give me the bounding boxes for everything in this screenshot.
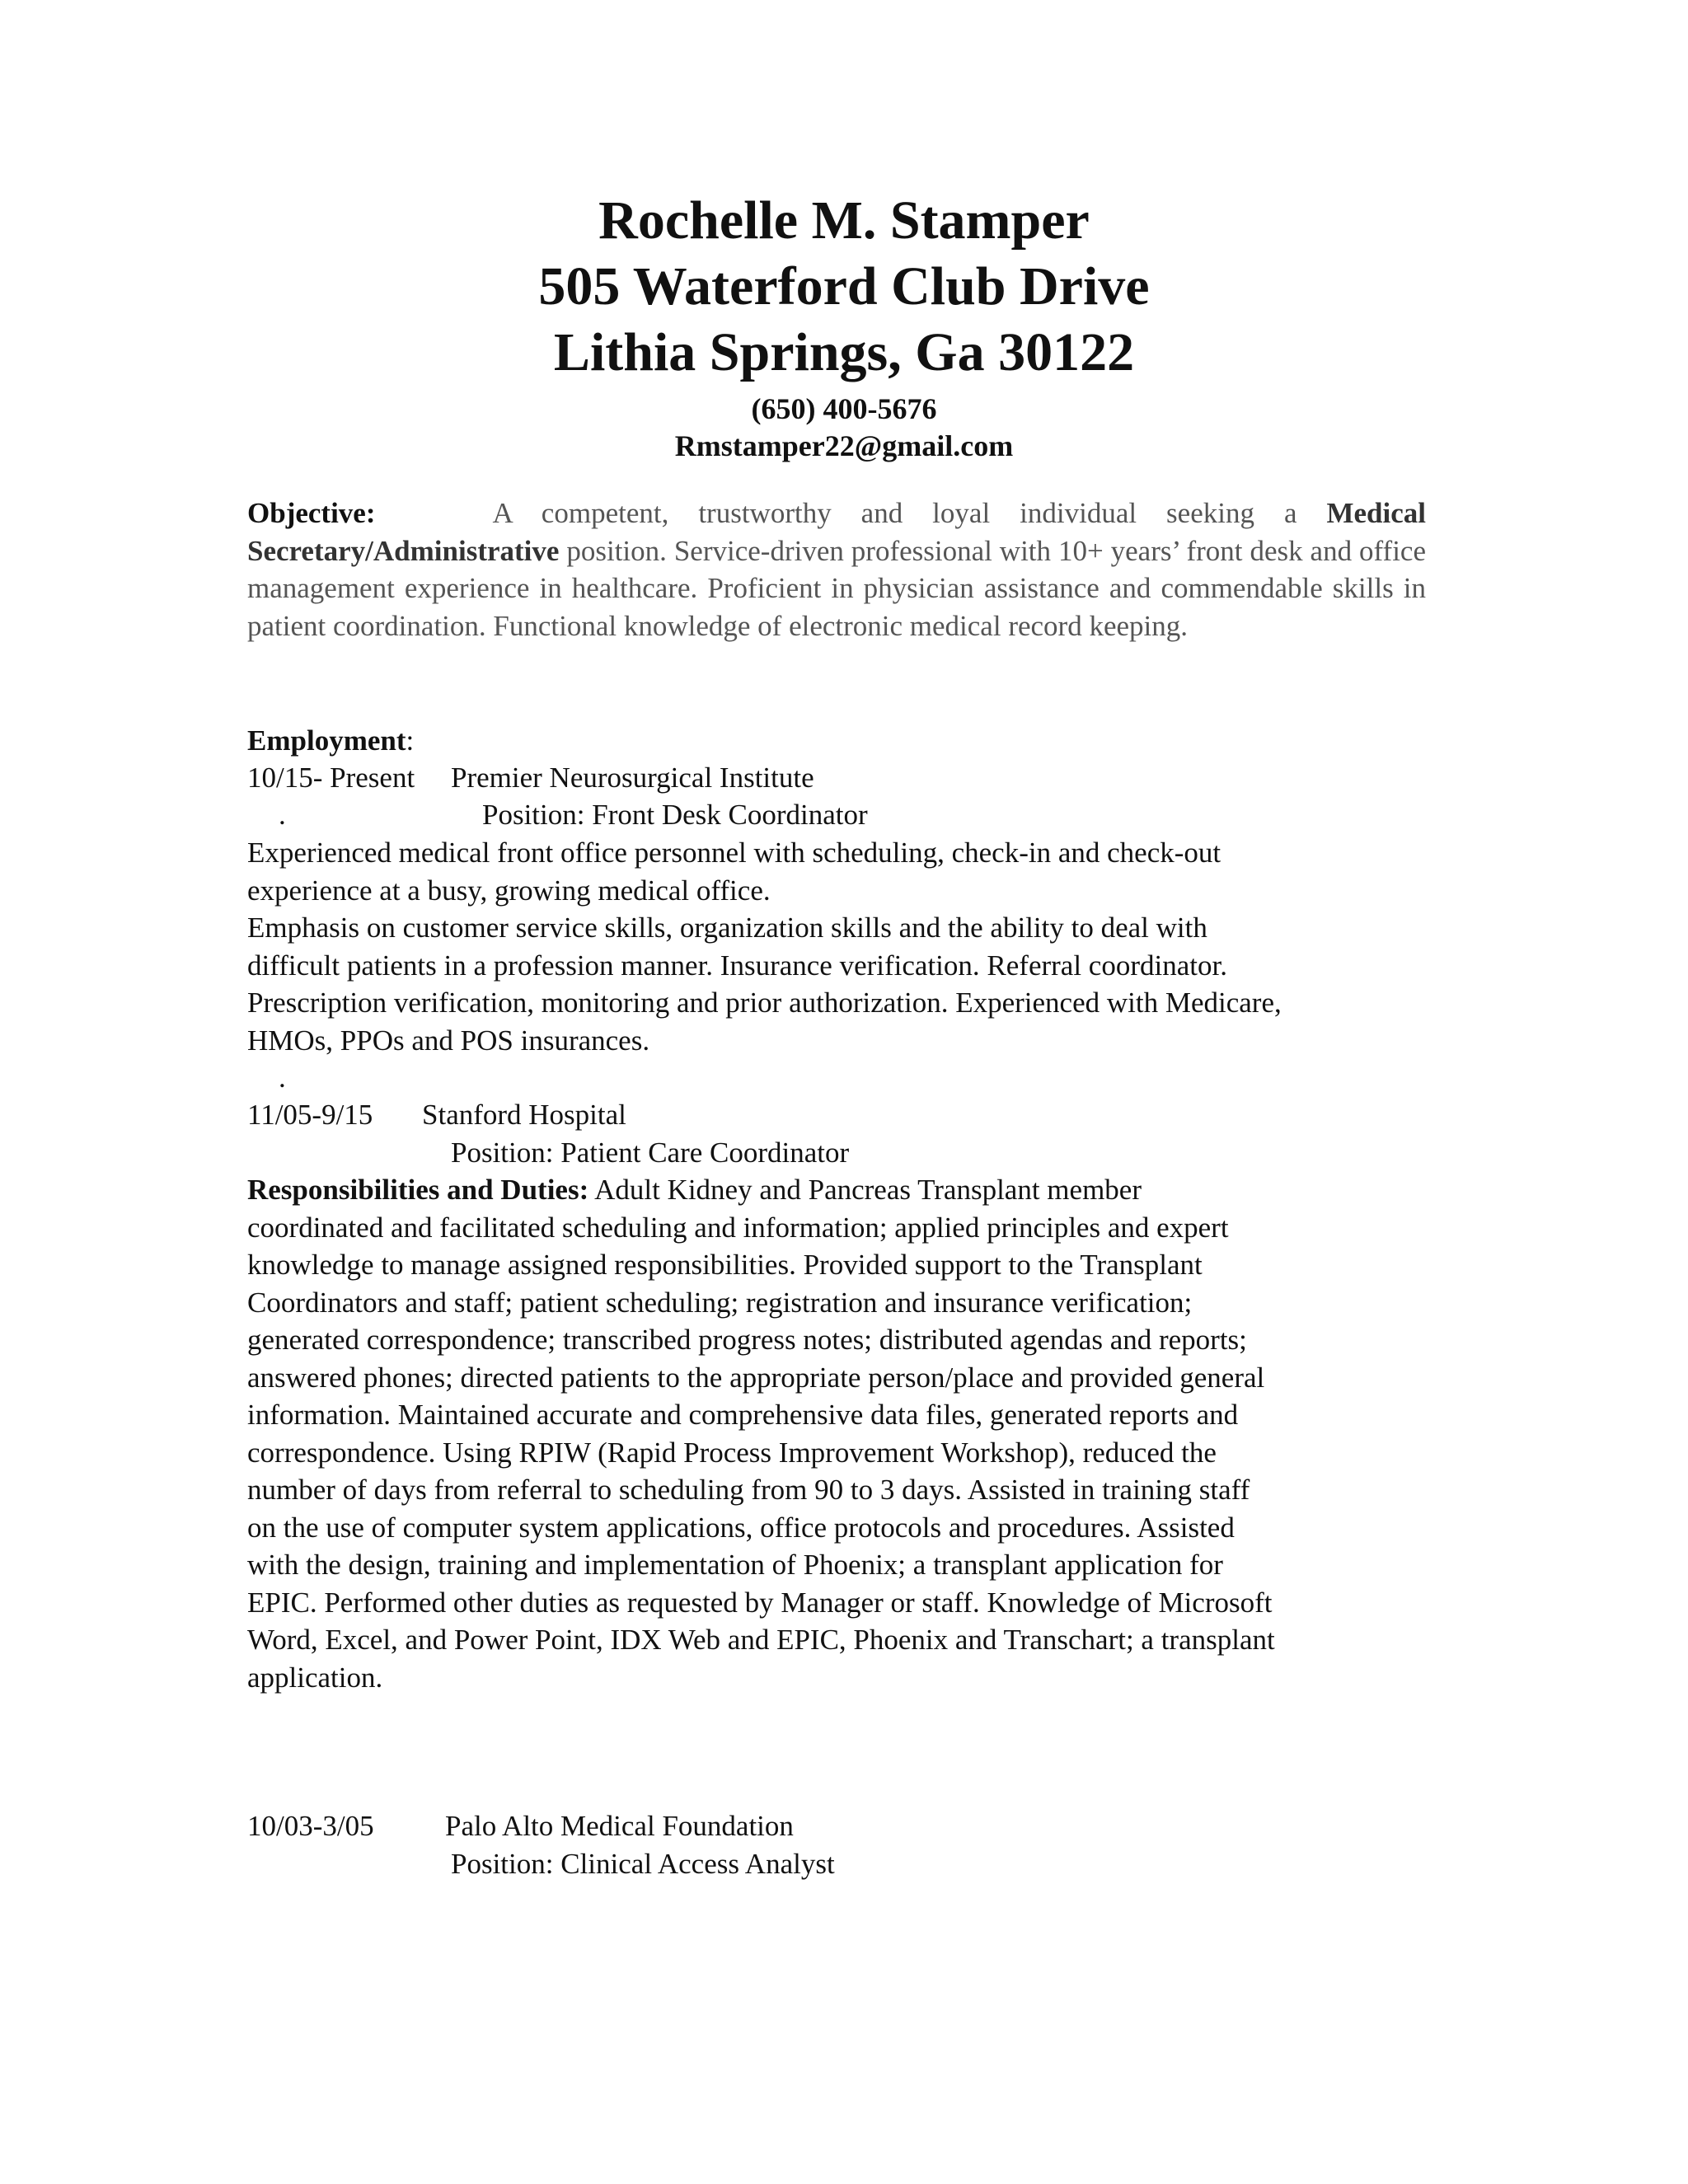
- city-state-zip: Lithia Springs, Ga 30122: [553, 322, 1135, 382]
- job-marker: .: [279, 799, 286, 831]
- description-line: Word, Excel, and Power Point, IDX Web and EPIC, Phoenix and Transchart; a transplant: [247, 1624, 1275, 1656]
- job-dates: 11/05-9/15: [247, 1099, 373, 1131]
- description-line: [247, 1171, 1426, 1209]
- job-employer: Premier Neurosurgical Institute: [451, 762, 814, 794]
- job-employer: Stanford Hospital: [422, 1099, 626, 1131]
- description-line: number of days from referral to scheduling from 90 to 3 days. Assisted in training staff: [247, 1474, 1250, 1506]
- job-position: Position: Patient Care Coordinator: [451, 1137, 850, 1169]
- job-dates: 10/15- Present: [247, 762, 415, 794]
- email-address: Rmstamper22@gmail.com: [674, 429, 1014, 462]
- job-description: [247, 1171, 1426, 1696]
- phone-number: (650) 400-5676: [751, 392, 937, 425]
- description-line: application.: [247, 1661, 383, 1694]
- street-address: 505 Waterford Club Drive: [538, 256, 1150, 316]
- job-position: Position: Front Desk Coordinator: [482, 799, 868, 831]
- employment-heading: [247, 722, 414, 760]
- duties-label: Responsibilities and Duties:: [247, 1174, 589, 1206]
- employment-colon: :: [406, 724, 415, 757]
- duties-first-line: Adult Kidney and Pancreas Transplant member: [594, 1174, 1142, 1206]
- description-line: coordinated and facilitated scheduling and information; applied principles and expert: [247, 1211, 1229, 1244]
- job-description: [247, 834, 1426, 1059]
- description-line: experience at a busy, growing medical office.: [247, 874, 771, 907]
- description-line: with the design, training and implementation of Phoenix; a transplant application for: [247, 1549, 1223, 1581]
- job-dates: 10/03-3/05: [247, 1810, 374, 1842]
- job-employer: Palo Alto Medical Foundation: [445, 1810, 794, 1842]
- objective-text-body: position. Service-driven professional with 10+ years’ front desk and office management experience in healthcare. Proficient in physician assistance and commendable skills in patient coordination. Functional knowledge of electronic medical record keeping.: [247, 534, 1426, 642]
- objective-role: Medical Secretary/Administrative: [247, 497, 1427, 567]
- job-trailing-marker: .: [279, 1062, 286, 1094]
- description-line: HMOs, PPOs and POS insurances.: [247, 1024, 650, 1057]
- objective-section: [247, 494, 1426, 644]
- job-position: Position: Clinical Access Analyst: [451, 1848, 835, 1880]
- description-line: knowledge to manage assigned responsibilities. Provided support to the Transplant: [247, 1249, 1203, 1281]
- description-line: correspondence. Using RPIW (Rapid Process Improvement Workshop), reduced the: [247, 1436, 1217, 1469]
- employment-label: Employment: [247, 724, 406, 757]
- description-line: Coordinators and staff; patient scheduling; registration and insurance verification;: [247, 1286, 1193, 1319]
- description-line: generated correspondence; transcribed progress notes; distributed agendas and reports;: [247, 1324, 1247, 1356]
- description-line: information. Maintained accurate and comprehensive data files, generated reports and: [247, 1399, 1239, 1431]
- applicant-name: Rochelle M. Stamper: [598, 190, 1090, 251]
- description-line: answered phones; directed patients to the appropriate person/place and provided general: [247, 1361, 1265, 1394]
- description-line: EPIC. Performed other duties as requested by Manager or staff. Knowledge of Microsoft: [247, 1586, 1273, 1619]
- description-line: Prescription verification, monitoring and prior authorization. Experienced with Medicare,: [247, 987, 1282, 1019]
- description-line: difficult patients in a profession manner. Insurance verification. Referral coordinator.: [247, 949, 1227, 982]
- description-line: on the use of computer system applications, office protocols and procedures. Assisted: [247, 1511, 1235, 1544]
- description-line: Experienced medical front office personnel with scheduling, check-in and check-out: [247, 837, 1221, 869]
- resume-header: [0, 188, 1688, 465]
- objective-text-intro: A competent, trustworthy and loyal individual seeking a: [492, 497, 1297, 529]
- objective-label: Objective:: [247, 497, 376, 529]
- description-line: Emphasis on customer service skills, organization skills and the ability to deal with: [247, 912, 1207, 944]
